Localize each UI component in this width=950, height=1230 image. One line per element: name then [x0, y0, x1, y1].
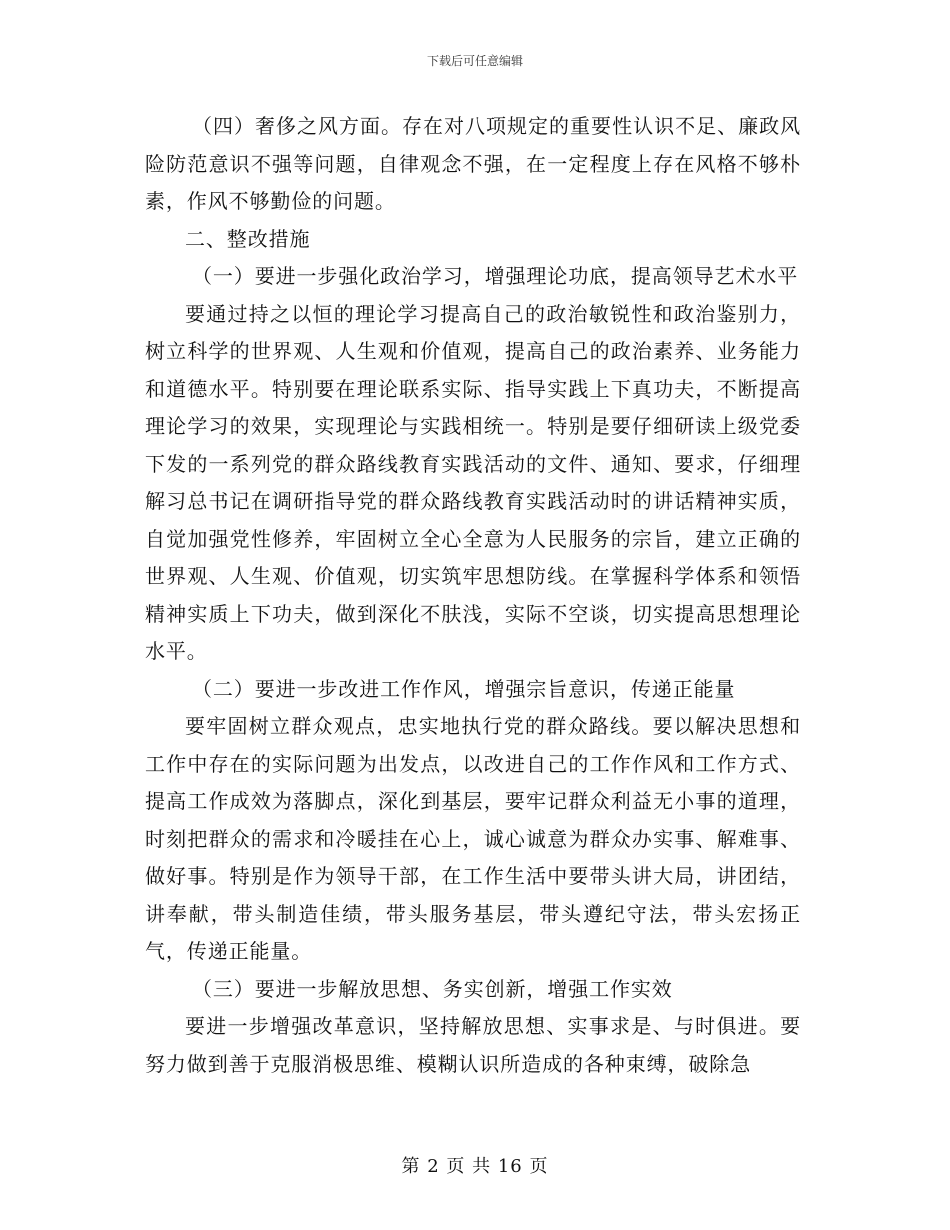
paragraph-work-style: 要牢固树立群众观点，忠实地执行党的群众路线。要以解决思想和工作中存在的实际问题为出发点，以改进自己的工作作风和工作方式、提高工作成效为落脚点，深化到基层，要牢记群众利益无小事的道理，时刻把群众的需求和冷暖挂在心上，诚心诚意为群众办实事、解难事、做好事。特别是作为领导干部，在工作生活中要带头讲大局，讲团结，讲奉献，带头制造佳绩，带头服务基层，带头遵纪守法，带头宏扬正气，传递正能量。	[145, 714, 801, 963]
page-header: 下载后可任意编辑	[426, 54, 523, 68]
paragraph-political-study: 要通过持之以恒的理论学习提高自己的政治敏锐性和政治鉴别力，树立科学的世界观、人生观和价值观，提高自己的政治素养、业务能力和道德水平。特别要在理论联系实际、指导实践上下真功夫，不断提高理论学习的效果，实现理论与实践相统一。特别是要仔细研读上级党委下发的一系列党的群众路线教育实践活动的文件、通知、要求，仔细理解习总书记在调研指导党的群众路线教育实践活动时的讲话精神实质，自觉加强党性修养，牢固树立全心全意为人民服务的宗旨，建立正确的世界观、人生观、价值观，切实筑牢思想防线。在掌握科学体系和领悟精神实质上下功夫，做到深化不肤浅，实际不空谈，切实提高思想理论水平。	[145, 301, 801, 663]
page-number: 第 2 页 共 16 页	[401, 1156, 549, 1177]
subheading-political-study: （一）要进一步强化政治学习，增强理论功底，提高领导艺术水平	[192, 264, 799, 288]
section-heading-rectification: 二、整改措施	[185, 226, 311, 251]
subheading-work-style: （二）要进一步改进工作作风，增强宗旨意识，传递正能量	[192, 676, 736, 701]
paragraph-extravagance-issue: （四）奢侈之风方面。存在对八项规定的重要性认识不足、廉政风险防范意识不强等问题，自律观念不强，在一定程度上存在风格不够朴素，作风不够勤俭的问题。	[145, 114, 801, 213]
paragraph-innovation: 要进一步增强改革意识，坚持解放思想、实事求是、与时俱进。要努力做到善于克服消极思维、模糊认识所造成的各种束缚，破除急	[145, 1014, 801, 1076]
document-body	[145, 108, 801, 1083]
subheading-innovation: （三）要进一步解放思想、务实创新，增强工作实效	[192, 976, 673, 1001]
